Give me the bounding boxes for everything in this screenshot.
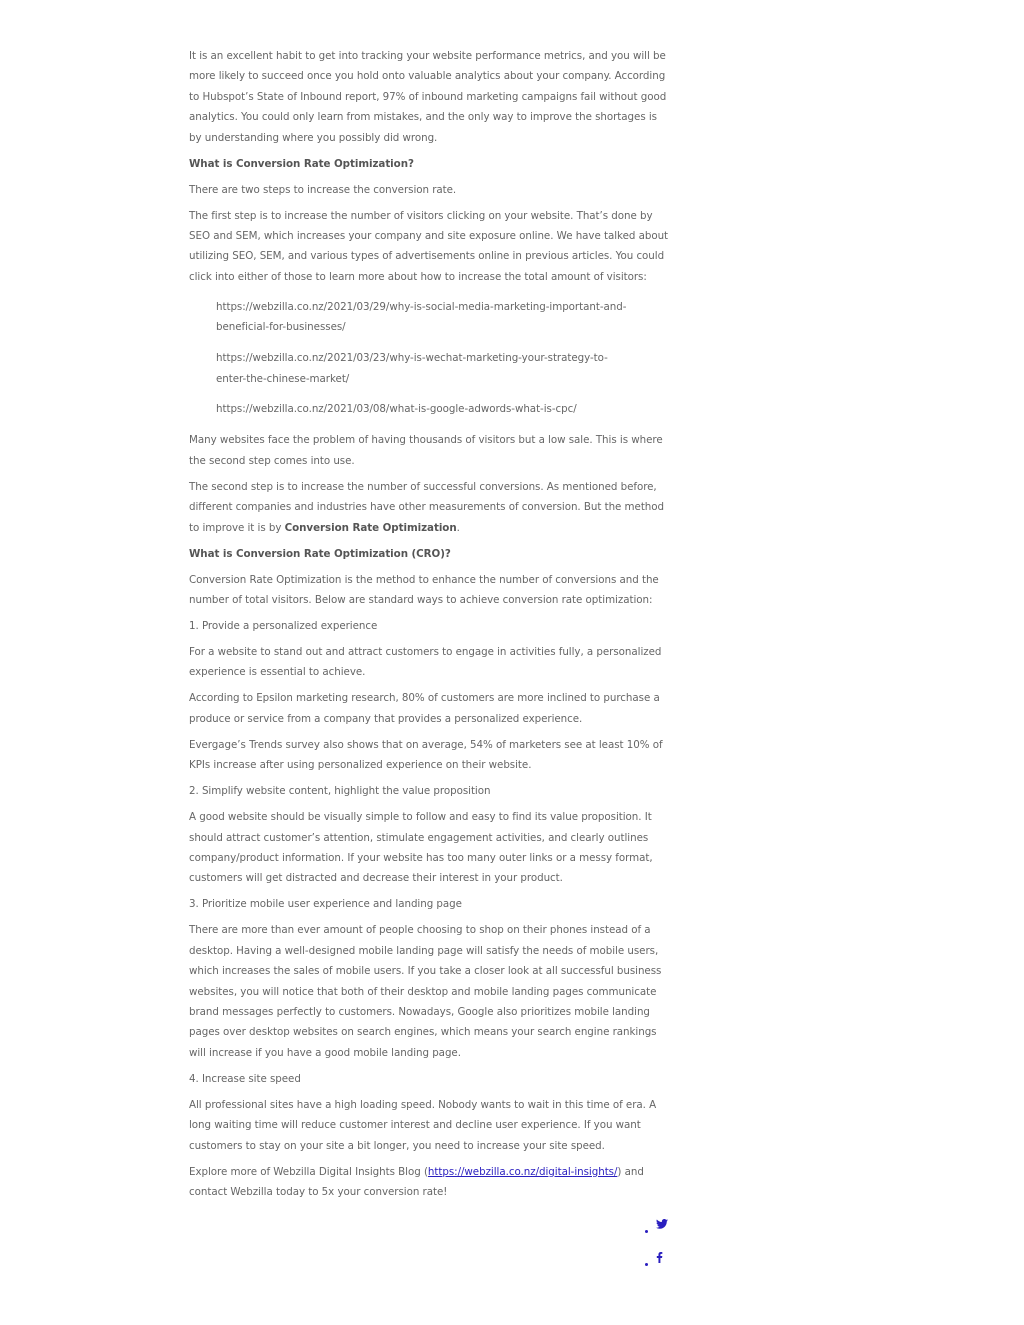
item-2-paragraph: A good website should be visually simple to follow and easy to find its value proposition. It should attract customer’s attention, stimulate engagement activities, and clearly outlines company/product information. If your website has too many outer links or a messy format, customers will get distracted and decrease their interest in your product. [189, 811, 653, 885]
item-4-title: 4. Increase site speed [189, 1072, 301, 1085]
many-websites-paragraph: Many websites face the problem of having thousands of visitors but a low sale. This is where the second step comes into use. [189, 434, 663, 467]
social-item-facebook [644, 1252, 668, 1280]
intro-paragraph: It is an excellent habit to get into tracking your website performance metrics, and you will be more likely to succeed once you hold onto valuable analytics about your company. According to Hubspot’s State of Inbound report, 97% of inbound marketing campaigns fail without good analytics. You could only learn from mistakes, and the only way to improve the shortages is by understanding where you possibly did wrong. [189, 50, 667, 144]
item-1-paragraph-3: Evergage’s Trends survey also shows that on average, 54% of marketers see at least 10% of KPIs increase after using personalized experience on their website. [189, 738, 663, 772]
item-4-paragraph: All professional sites have a high loading speed. Nobody wants to wait in this time of era. A long waiting time will reduce customer interest and decline user experience. If you want customers to stay on your site a bit longer, you need to increase your site speed. [189, 1098, 657, 1152]
item-1-paragraph-2: According to Epsilon marketing research, 80% of customers are more inclined to purchase a produce or service from a company that provides a personalized experience. [189, 692, 660, 725]
section-heading-cro: What is Conversion Rate Optimization? [189, 157, 414, 170]
second-step-bold: Conversion Rate Optimization [284, 521, 457, 534]
closing-text-post: ) and contact Webzilla today to 5x your conversion rate! [189, 1165, 644, 1199]
two-steps-paragraph: There are two steps to increase the conversion rate. [189, 183, 457, 196]
second-step-paragraph [189, 477, 672, 538]
second-step-text: The second step is to increase the number of successful conversions. As mentioned before, different companies and industries have other measurements of conversion. But the method to improve it is by [189, 480, 665, 534]
social-item-twitter [644, 1219, 668, 1247]
closing-text-pre: Explore more of Webzilla Digital Insights Blog ( [189, 1165, 428, 1178]
item-2-title: 2. Simplify website content, highlight the value proposition [189, 785, 491, 798]
closing-paragraph [189, 1162, 672, 1203]
link-wechat-article: https://webzilla.co.nz/2021/03/23/why-is-wechat-marketing-your-strategy-to-enter-the-chinese-market/ [216, 352, 608, 385]
item-3-title: 3. Prioritize mobile user experience and landing page [189, 898, 462, 911]
link-adwords-article: https://webzilla.co.nz/2021/03/08/what-is-google-adwords-what-is-cpc/ [216, 403, 577, 416]
article-body [189, 46, 672, 1208]
digital-insights-link[interactable]: https://webzilla.co.nz/digital-insights/ [427, 1165, 618, 1178]
item-1-paragraph-1: For a website to stand out and attract customers to engage in activities fully, a personalized experience is essential to achieve. [189, 646, 662, 679]
item-1-title: 1. Provide a personalized experience [189, 620, 378, 632]
link-social-media-article: https://webzilla.co.nz/2021/03/29/why-is-social-media-marketing-important-and-beneficial-for-businesses/ [216, 300, 627, 334]
section-heading-cro-definition: What is Conversion Rate Optimization (CRO)? [189, 547, 451, 560]
second-step-end: . [456, 521, 460, 534]
twitter-icon[interactable] [656, 1219, 668, 1229]
first-step-paragraph: The first step is to increase the number of visitors clicking on your website. That’s done by SEO and SEM, which increases your company and site exposure online. We have talked about utilizing SEO, SEM, and various types of advertisements online in previous articles. You could click into either of those to learn more about how to increase the total amount of visitors: [189, 209, 669, 283]
item-3-paragraph: There are more than ever amount of people choosing to shop on their phones instead of a desktop. Having a well-designed mobile landing page will satisfy the needs of mobile users, which increases the sales of mobile users. If you take a closer look at all successful business websites, you will notice that both of their desktop and mobile landing pages communicate brand messages perfectly to customers. Nowadays, Google also prioritizes mobile landing pages over desktop websites on search engines, which means your search engine rankings will increase if you have a good mobile landing page. [189, 924, 662, 1059]
cro-definition-paragraph: Conversion Rate Optimization is the method to enhance the number of conversions and the number of total visitors. Below are standard ways to achieve conversion rate optimization: [189, 573, 659, 606]
social-share-list [644, 1214, 668, 1280]
facebook-icon[interactable] [656, 1252, 668, 1263]
link-list [216, 293, 672, 420]
